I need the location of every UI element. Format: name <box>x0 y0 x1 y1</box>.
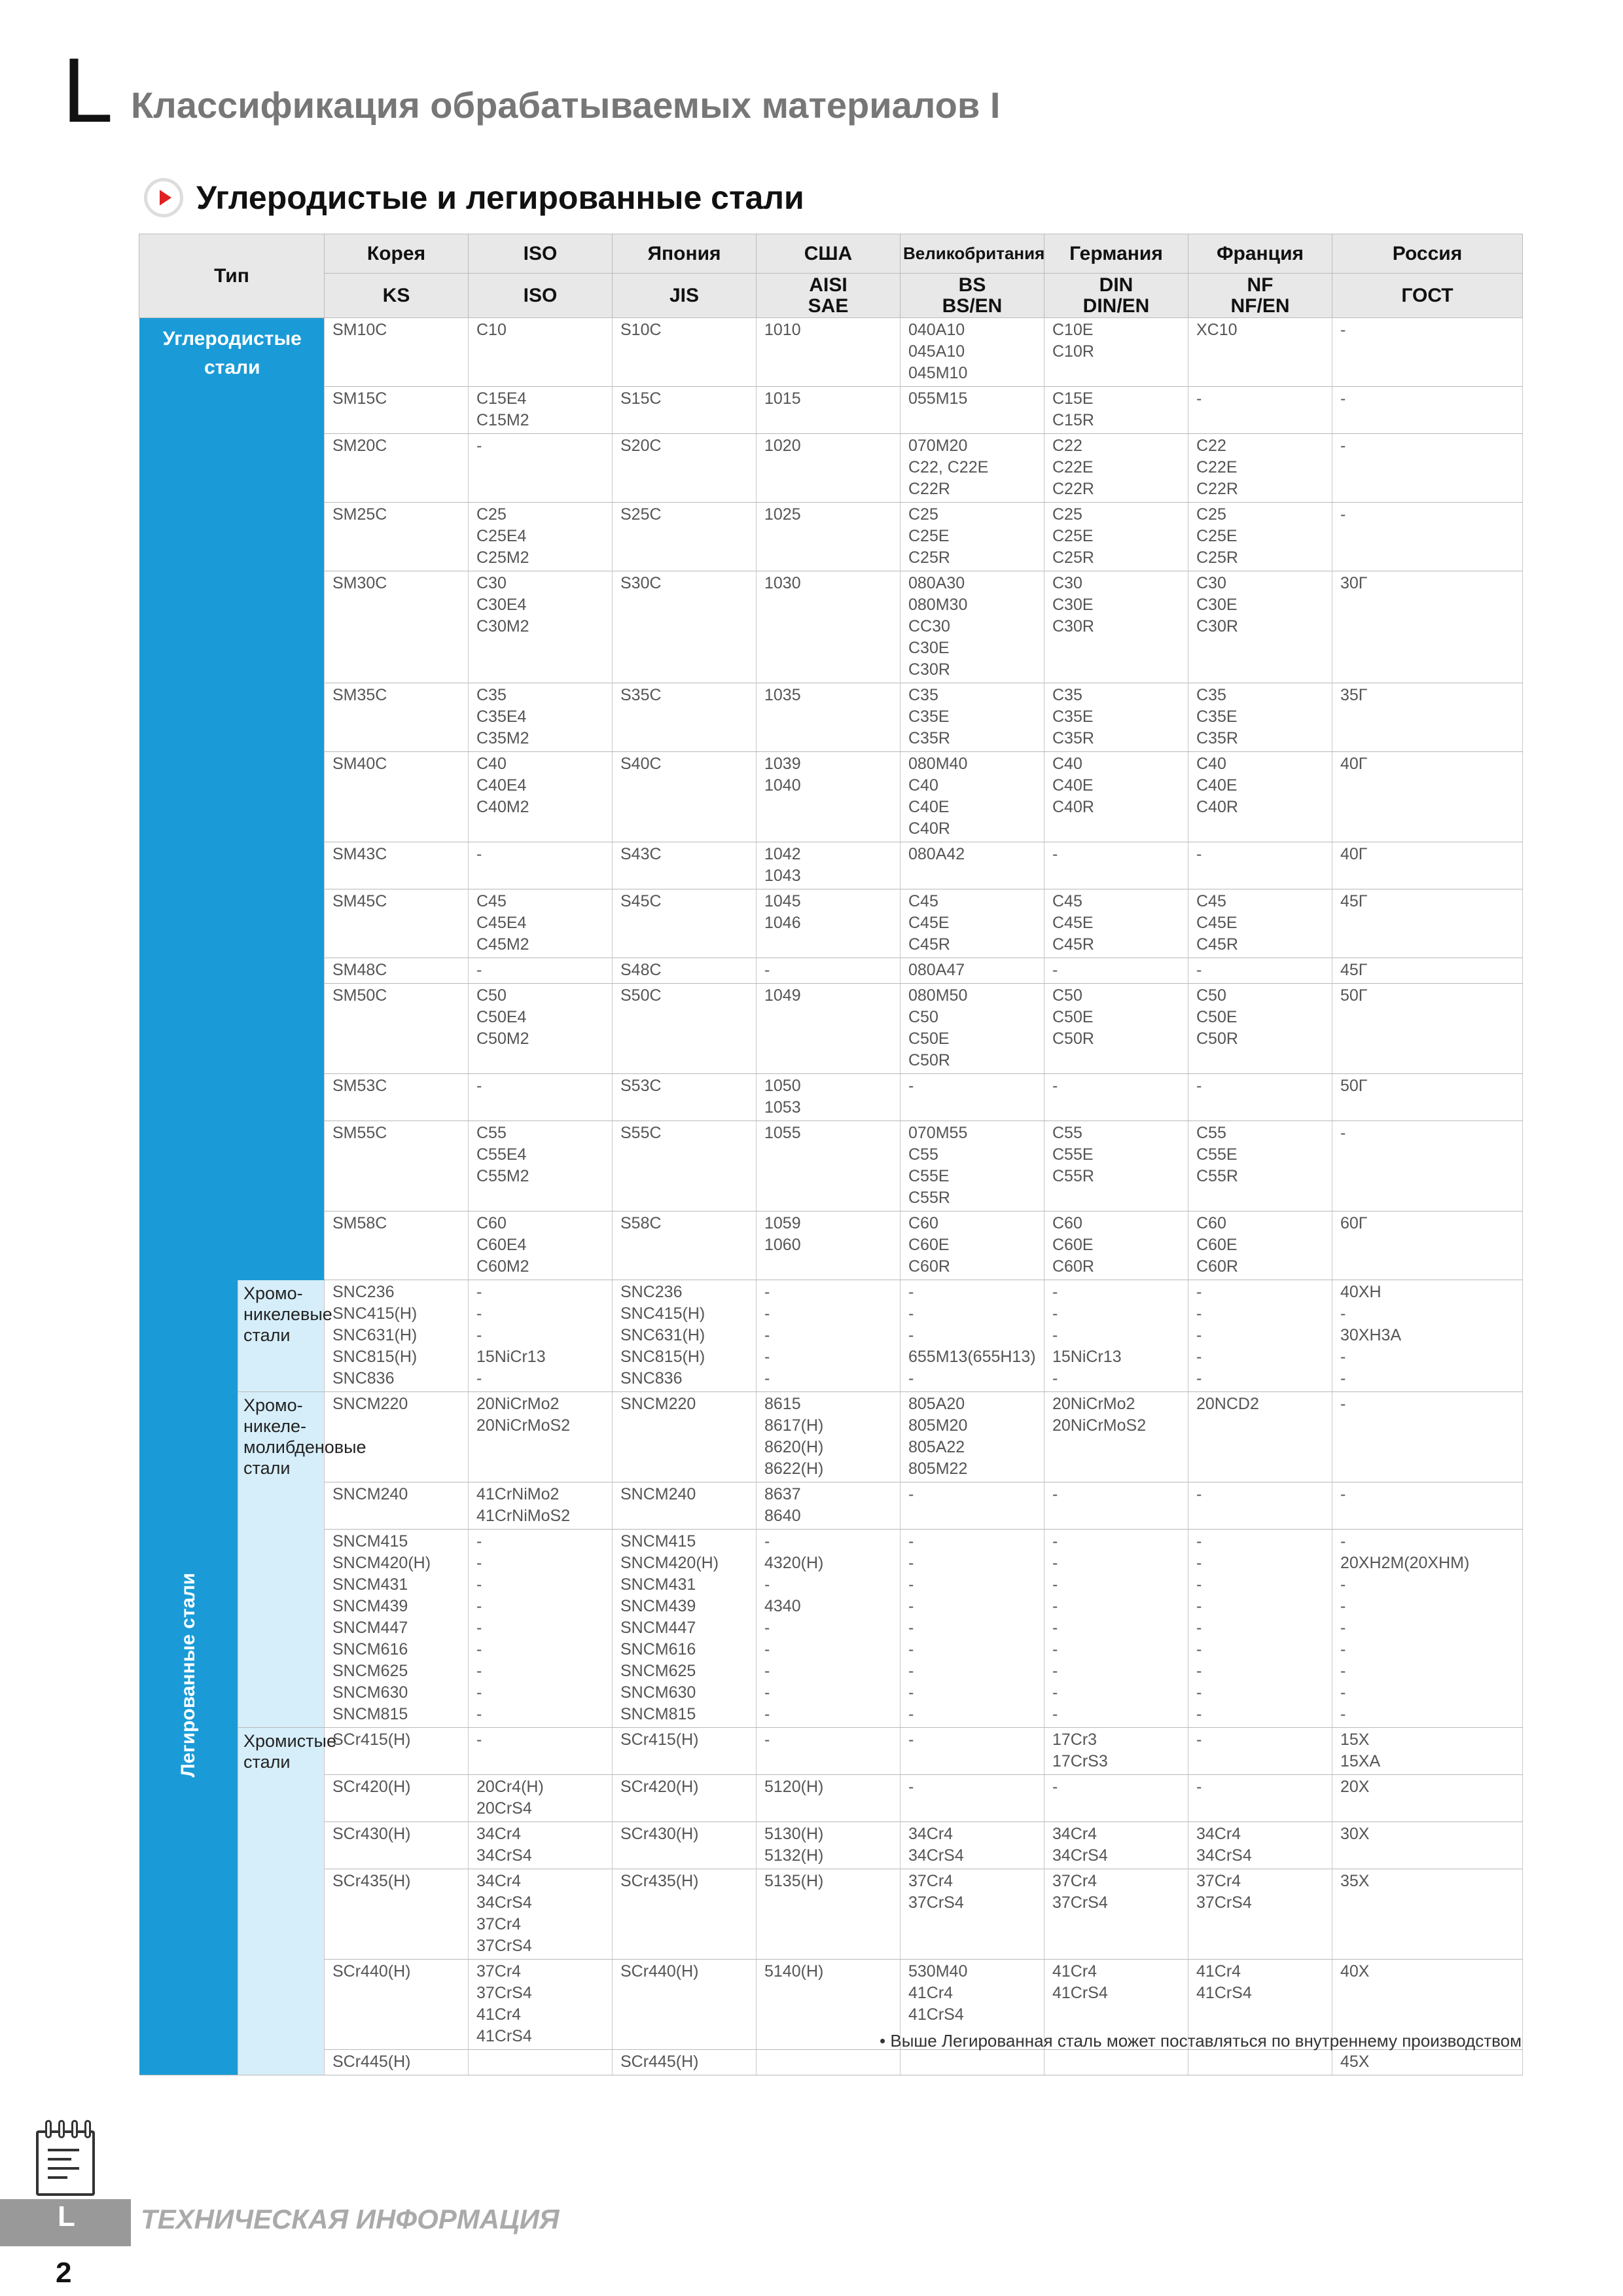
table-cell: SCr430(H) <box>325 1822 469 1869</box>
table-cell: - 20XH2M(20XHM) - - - - - - - <box>1332 1530 1523 1728</box>
standard-header: ГОСТ <box>1332 274 1523 318</box>
table-row <box>139 683 1523 752</box>
table-cell: 20Cr4(H) 20CrS4 <box>469 1775 613 1822</box>
play-icon <box>144 178 183 217</box>
table-cell: S35C <box>613 683 757 752</box>
table-cell: - <box>1332 1392 1523 1482</box>
table-cell: - <box>1188 1775 1332 1822</box>
table-cell: 080A47 <box>901 958 1044 984</box>
table-cell: SCr430(H) <box>613 1822 757 1869</box>
table-cell: - - - 655M13(655H13) - <box>901 1280 1044 1392</box>
table-cell: - - - - - - - - - <box>1188 1530 1332 1728</box>
table-cell: 5135(H) <box>757 1869 901 1960</box>
table-row <box>139 958 1523 984</box>
table-cell: C25 C25E C25R <box>1188 503 1332 571</box>
table-cell: 34Cr4 34CrS4 <box>1044 1822 1188 1869</box>
table-cell: - <box>901 1482 1044 1530</box>
table-row <box>139 1822 1523 1869</box>
table-cell: C40 C40E C40R <box>1044 752 1188 842</box>
standard-header: BS BS/EN <box>901 274 1044 318</box>
table-cell: 1055 <box>757 1121 901 1211</box>
table-cell: - <box>1188 1482 1332 1530</box>
table-cell: C30 C30E C30R <box>1044 571 1188 683</box>
country-header: Франция <box>1188 234 1332 274</box>
table-cell: - <box>1188 387 1332 434</box>
table-cell: 20NCD2 <box>1188 1392 1332 1482</box>
table-cell: 8615 8617(H) 8620(H) 8622(H) <box>757 1392 901 1482</box>
table-cell: - - - 15NiCr13 - <box>469 1280 613 1392</box>
table-cell: SM45C <box>325 889 469 958</box>
group-label-alloy <box>139 1280 238 2075</box>
table-cell: SM55C <box>325 1121 469 1211</box>
table-cell: 070M20 C22, C22E C22R <box>901 434 1044 503</box>
table-cell: C10 <box>469 318 613 387</box>
table-cell: 1025 <box>757 503 901 571</box>
table-cell: - <box>901 1728 1044 1775</box>
table-cell: 35Г <box>1332 683 1523 752</box>
table-cell: 40Г <box>1332 752 1523 842</box>
table-cell: - <box>1044 1775 1188 1822</box>
table-cell: 080A30 080M30 CC30 C30E C30R <box>901 571 1044 683</box>
table-cell: SNCM415 SNCM420(H) SNCM431 SNCM439 SNCM447 SNCM616 SNCM625 SNCM630 SNCM815 <box>613 1530 757 1728</box>
table-cell: SM30C <box>325 571 469 683</box>
table-cell: SNC236 SNC415(H) SNC631(H) SNC815(H) SNC836 <box>613 1280 757 1392</box>
table-row <box>139 1121 1523 1211</box>
table-row <box>139 1392 1523 1482</box>
table-row <box>139 1211 1523 1280</box>
table-cell: SCr435(H) <box>325 1869 469 1960</box>
table-cell: 20NiCrMo2 20NiCrMoS2 <box>469 1392 613 1482</box>
table-cell: C40 C40E C40R <box>1188 752 1332 842</box>
table-cell: 20NiCrMo2 20NiCrMoS2 <box>1044 1392 1188 1482</box>
table-cell: - <box>469 958 613 984</box>
table-cell: C45 C45E C45R <box>1044 889 1188 958</box>
table-cell: S20C <box>613 434 757 503</box>
table-cell: SM15C <box>325 387 469 434</box>
table-cell: 5130(H) 5132(H) <box>757 1822 901 1869</box>
table-cell: C45 C45E C45R <box>1188 889 1332 958</box>
table-cell: C60 C60E C60R <box>1044 1211 1188 1280</box>
table-cell: - 4320(H) - 4340 - - - - - <box>757 1530 901 1728</box>
table-cell: 50Г <box>1332 1074 1523 1121</box>
table-row <box>139 752 1523 842</box>
table-cell: C40 C40E4 C40M2 <box>469 752 613 842</box>
table-cell: 1050 1053 <box>757 1074 901 1121</box>
table-row <box>139 1728 1523 1775</box>
table-cell: SCr435(H) <box>613 1869 757 1960</box>
table-cell: C10E C10R <box>1044 318 1188 387</box>
table-cell: 1042 1043 <box>757 842 901 889</box>
table-cell: - <box>1044 842 1188 889</box>
table-row <box>139 1482 1523 1530</box>
table-cell: C25 C25E4 C25M2 <box>469 503 613 571</box>
table-cell: SM10C <box>325 318 469 387</box>
standard-header: AISI SAE <box>757 274 901 318</box>
table-cell: S15C <box>613 387 757 434</box>
table-cell: 1010 <box>757 318 901 387</box>
table-row <box>139 984 1523 1074</box>
table-cell: SM43C <box>325 842 469 889</box>
table-cell: 45X <box>1332 2050 1523 2075</box>
table-cell: - <box>757 958 901 984</box>
table-row <box>139 434 1523 503</box>
table-cell: C15E C15R <box>1044 387 1188 434</box>
table-row <box>139 842 1523 889</box>
country-header: ISO <box>469 234 613 274</box>
table-cell: SNCM220 <box>613 1392 757 1482</box>
table-cell <box>757 2050 901 2075</box>
standard-header: JIS <box>613 274 757 318</box>
table-cell: 1059 1060 <box>757 1211 901 1280</box>
table-row <box>139 318 1523 387</box>
table-cell: S10C <box>613 318 757 387</box>
subgroup-label: Хромистые стали <box>238 1728 325 2075</box>
table-cell: C25 C25E C25R <box>1044 503 1188 571</box>
table-cell: - <box>1044 1074 1188 1121</box>
table-cell: C30 C30E C30R <box>1188 571 1332 683</box>
table-cell: C60 C60E C60R <box>1188 1211 1332 1280</box>
table-cell: C35 C35E4 C35M2 <box>469 683 613 752</box>
table-cell: - <box>1188 958 1332 984</box>
table-cell: 34Cr4 34CrS4 37Cr4 37CrS4 <box>469 1869 613 1960</box>
table-cell: 15X 15XA <box>1332 1728 1523 1775</box>
table-cell: - <box>1188 842 1332 889</box>
table-cell: 1015 <box>757 387 901 434</box>
table-cell: 080M40 C40 C40E C40R <box>901 752 1044 842</box>
table-cell: SNCM240 <box>325 1482 469 1530</box>
table-cell: SM25C <box>325 503 469 571</box>
table-cell: C50 C50E4 C50M2 <box>469 984 613 1074</box>
table-cell: SCr420(H) <box>613 1775 757 1822</box>
table-cell: SCr415(H) <box>325 1728 469 1775</box>
table-cell: - <box>469 1074 613 1121</box>
table-cell: S43C <box>613 842 757 889</box>
table-cell: 40XH - 30XH3A - - <box>1332 1280 1523 1392</box>
table-cell: C45 C45E4 C45M2 <box>469 889 613 958</box>
table-cell: - <box>1188 1728 1332 1775</box>
table-cell: SCr415(H) <box>613 1728 757 1775</box>
table-cell: S55C <box>613 1121 757 1211</box>
table-cell: S53C <box>613 1074 757 1121</box>
table-row <box>139 1869 1523 1960</box>
standard-header: DIN DIN/EN <box>1044 274 1188 318</box>
table-cell: 805A20 805M20 805A22 805M22 <box>901 1392 1044 1482</box>
table-cell <box>1044 2050 1188 2075</box>
table-cell: - <box>1332 1121 1523 1211</box>
footnote: • Выше Легированная сталь может поставляться по внутреннему производством <box>880 2031 1522 2051</box>
table-cell: - - - 15NiCr13 - <box>1044 1280 1188 1392</box>
table-cell: XC10 <box>1188 318 1332 387</box>
table-cell: SNCM240 <box>613 1482 757 1530</box>
table-cell: SCr445(H) <box>613 2050 757 2075</box>
table-cell: 1020 <box>757 434 901 503</box>
table-row <box>139 503 1523 571</box>
table-cell: S48C <box>613 958 757 984</box>
table-cell: 080M50 C50 C50E C50R <box>901 984 1044 1074</box>
table-cell: - - - - - - - - - <box>469 1530 613 1728</box>
table-cell: 1045 1046 <box>757 889 901 958</box>
table-cell: - <box>1332 318 1523 387</box>
footer-letter: L <box>58 2200 75 2233</box>
table-cell: SCr445(H) <box>325 2050 469 2075</box>
standard-header: KS <box>325 274 469 318</box>
table-cell: SNCM415 SNCM420(H) SNCM431 SNCM439 SNCM447 SNCM616 SNCM625 SNCM630 SNCM815 <box>325 1530 469 1728</box>
table-cell: 37Cr4 37CrS4 <box>1044 1869 1188 1960</box>
table-cell: - - - - - - - - - <box>901 1530 1044 1728</box>
table-cell: 35X <box>1332 1869 1523 1960</box>
table-cell: S50C <box>613 984 757 1074</box>
table-row <box>139 1280 1523 1392</box>
table-cell: 055M15 <box>901 387 1044 434</box>
table-cell: - <box>1188 1074 1332 1121</box>
table-cell: 17Cr3 17CrS3 <box>1044 1728 1188 1775</box>
table-cell: - <box>469 842 613 889</box>
standard-header: NF NF/EN <box>1188 274 1332 318</box>
country-header: Россия <box>1332 234 1523 274</box>
table-cell: - <box>757 1728 901 1775</box>
table-cell: 040A10 045A10 045M10 <box>901 318 1044 387</box>
table-cell: 5140(H) <box>757 1960 901 2050</box>
table-cell: - <box>901 1775 1044 1822</box>
country-header: Германия <box>1044 234 1188 274</box>
table-cell: 530M40 41Cr4 41CrS4 <box>901 1960 1044 2050</box>
table-row <box>139 387 1523 434</box>
table-cell: 34Cr4 34CrS4 <box>901 1822 1044 1869</box>
classification-table <box>139 234 1523 2075</box>
subgroup-label: Хромо- никелевые стали <box>238 1280 325 1392</box>
table-cell: 080A42 <box>901 842 1044 889</box>
table-cell: 37Cr4 37CrS4 <box>901 1869 1044 1960</box>
table-cell: 41Cr4 41CrS4 <box>1044 1960 1188 2050</box>
table-cell: C15E4 C15M2 <box>469 387 613 434</box>
table-cell: SM35C <box>325 683 469 752</box>
table-cell <box>901 2050 1044 2075</box>
table-cell: - - - - - <box>757 1280 901 1392</box>
table-cell: S30C <box>613 571 757 683</box>
table-cell: 20X <box>1332 1775 1523 1822</box>
table-cell: 40Г <box>1332 842 1523 889</box>
table-cell: SM20C <box>325 434 469 503</box>
table-cell: SNC236 SNC415(H) SNC631(H) SNC815(H) SNC836 <box>325 1280 469 1392</box>
table-row <box>139 1775 1523 1822</box>
table-cell: 5120(H) <box>757 1775 901 1822</box>
table-cell: 34Cr4 34CrS4 <box>1188 1822 1332 1869</box>
table-cell: 40X <box>1332 1960 1523 2050</box>
table-cell: - <box>1044 958 1188 984</box>
table-cell: C60 C60E C60R <box>901 1211 1044 1280</box>
table-cell: 34Cr4 34CrS4 <box>469 1822 613 1869</box>
steel-classification-table <box>139 234 1522 2075</box>
standard-header: ISO <box>469 274 613 318</box>
page-title: Классификация обрабатываемых материалов I <box>131 84 1001 126</box>
table-cell: C25 C25E C25R <box>901 503 1044 571</box>
page-number: 2 <box>56 2257 72 2289</box>
chapter-letter: L <box>62 39 113 141</box>
table-row <box>139 889 1523 958</box>
table-cell: - - - - - <box>1188 1280 1332 1392</box>
table-cell: C30 C30E4 C30M2 <box>469 571 613 683</box>
table-cell: 070M55 C55 C55E C55R <box>901 1121 1044 1211</box>
table-cell: SM53C <box>325 1074 469 1121</box>
table-cell: C55 C55E C55R <box>1044 1121 1188 1211</box>
footer-section-title: ТЕХНИЧЕСКАЯ ИНФОРМАЦИЯ <box>141 2204 560 2234</box>
table-cell: - <box>1332 387 1523 434</box>
section-title: Углеродистые и легированные стали <box>196 179 804 216</box>
type-header: Тип <box>139 234 325 318</box>
header-row-standards <box>139 274 1523 318</box>
table-cell: C45 C45E C45R <box>901 889 1044 958</box>
table-cell: 45Г <box>1332 958 1523 984</box>
group-label-alloy-text: Легированные стали <box>177 1573 200 1778</box>
table-cell: - <box>1044 1482 1188 1530</box>
table-cell: 30Г <box>1332 571 1523 683</box>
notebook-icon <box>36 2130 95 2196</box>
country-header: Корея <box>325 234 469 274</box>
table-cell: C35 C35E C35R <box>1044 683 1188 752</box>
country-header: Япония <box>613 234 757 274</box>
table-cell: - <box>469 434 613 503</box>
group-label-carbon: Углеродистые стали <box>139 318 325 1280</box>
table-cell: SM48C <box>325 958 469 984</box>
country-header: Великобритания <box>901 234 1044 274</box>
table-row <box>139 2050 1523 2075</box>
table-row <box>139 571 1523 683</box>
table-cell: C55 C55E4 C55M2 <box>469 1121 613 1211</box>
table-cell: C60 C60E4 C60M2 <box>469 1211 613 1280</box>
table-cell: 37Cr4 37CrS4 <box>1188 1869 1332 1960</box>
table-cell: C22 C22E C22R <box>1188 434 1332 503</box>
table-cell: 1039 1040 <box>757 752 901 842</box>
table-cell: 1035 <box>757 683 901 752</box>
table-cell: 8637 8640 <box>757 1482 901 1530</box>
table-cell: - <box>1332 1482 1523 1530</box>
table-cell <box>469 2050 613 2075</box>
table-cell: 41CrNiMo2 41CrNiMoS2 <box>469 1482 613 1530</box>
table-cell: SM40C <box>325 752 469 842</box>
table-cell: 45Г <box>1332 889 1523 958</box>
subgroup-label: Хромо- никеле- молибденовые стали <box>238 1392 325 1728</box>
table-cell: SCr440(H) <box>613 1960 757 2050</box>
table-cell: 1030 <box>757 571 901 683</box>
table-cell: S25C <box>613 503 757 571</box>
table-cell: 37Cr4 37CrS4 41Cr4 41CrS4 <box>469 1960 613 2050</box>
table-cell: 30X <box>1332 1822 1523 1869</box>
table-cell: S58C <box>613 1211 757 1280</box>
table-cell: - <box>469 1728 613 1775</box>
table-cell: - - - - - - - - - <box>1044 1530 1188 1728</box>
table-cell: S45C <box>613 889 757 958</box>
table-cell: C50 C50E C50R <box>1044 984 1188 1074</box>
table-cell: - <box>1332 434 1523 503</box>
table-cell: - <box>1332 503 1523 571</box>
table-cell: SNCM220 <box>325 1392 469 1482</box>
table-cell: C55 C55E C55R <box>1188 1121 1332 1211</box>
table-cell: 1049 <box>757 984 901 1074</box>
table-row <box>139 1530 1523 1728</box>
table-cell: - <box>901 1074 1044 1121</box>
table-cell: SCr440(H) <box>325 1960 469 2050</box>
table-cell: S40C <box>613 752 757 842</box>
table-cell: C22 C22E C22R <box>1044 434 1188 503</box>
table-cell: SCr420(H) <box>325 1775 469 1822</box>
table-cell <box>1188 2050 1332 2075</box>
table-cell: 60Г <box>1332 1211 1523 1280</box>
table-row <box>139 1074 1523 1121</box>
table-cell: SM50C <box>325 984 469 1074</box>
country-header: США <box>757 234 901 274</box>
table-cell: 50Г <box>1332 984 1523 1074</box>
header-row-countries <box>139 234 1523 274</box>
table-cell: C35 C35E C35R <box>1188 683 1332 752</box>
table-cell: C35 C35E C35R <box>901 683 1044 752</box>
table-cell: SM58C <box>325 1211 469 1280</box>
section-header <box>144 178 804 217</box>
table-cell: 41Cr4 41CrS4 <box>1188 1960 1332 2050</box>
table-cell: C50 C50E C50R <box>1188 984 1332 1074</box>
